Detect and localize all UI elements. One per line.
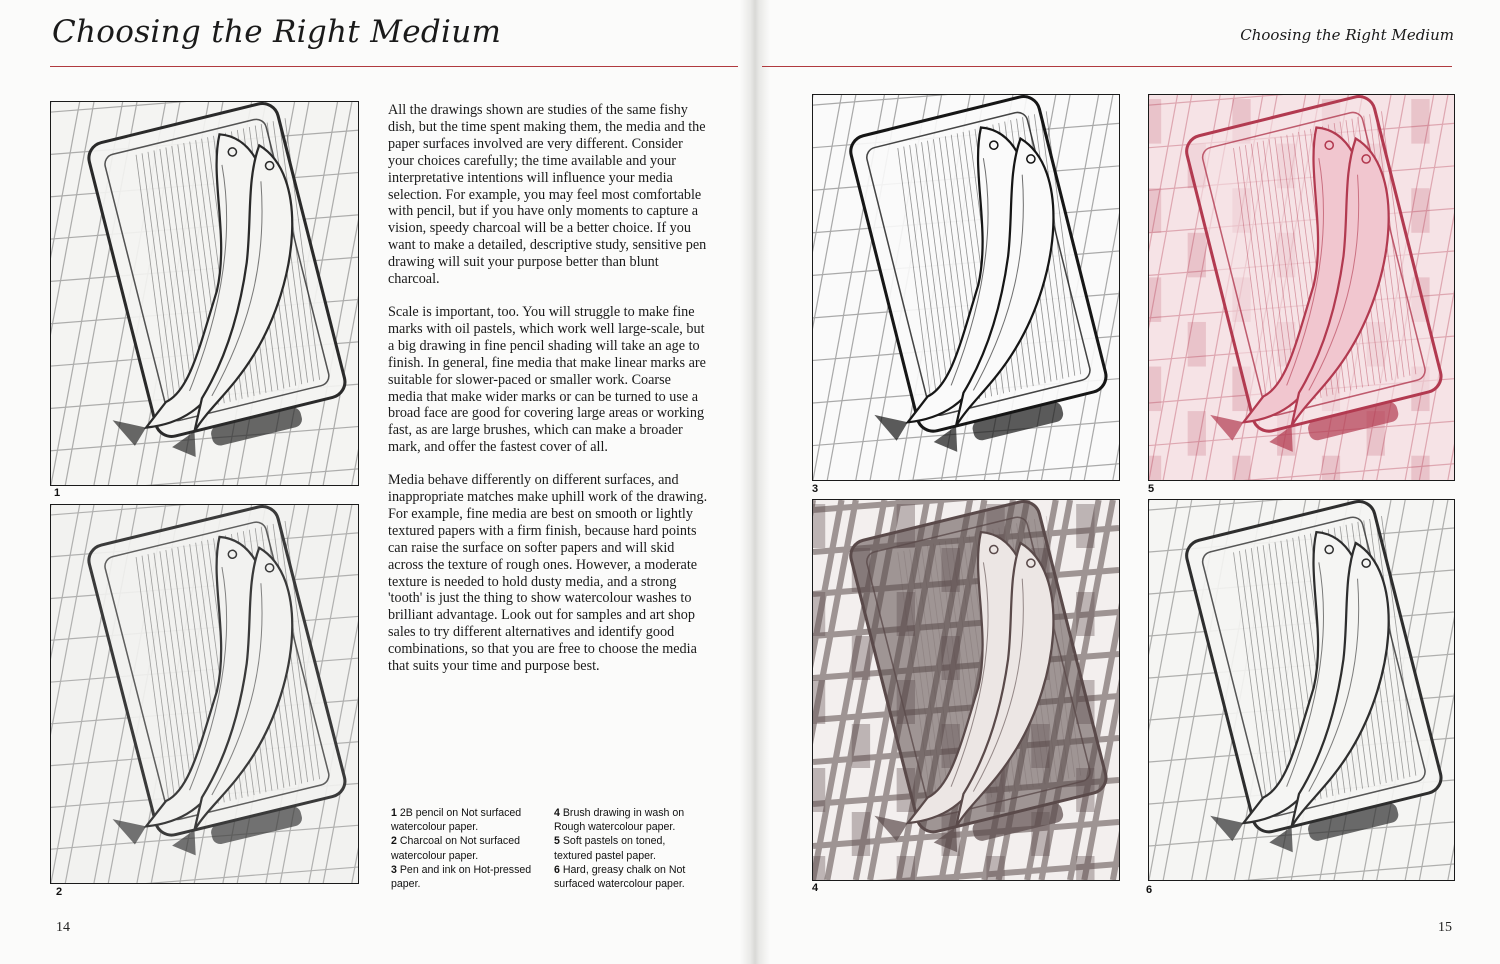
figure-6-number: 6 xyxy=(1146,884,1153,896)
caption-5 xyxy=(554,834,706,862)
fish-dish-illustration-1 xyxy=(51,102,358,485)
running-head-right: Choosing the Right Medium xyxy=(1240,26,1454,44)
header-rule-right xyxy=(762,66,1452,67)
fish-dish-illustration-2 xyxy=(51,505,358,883)
caption-4-number: 4 xyxy=(554,807,560,819)
caption-6-text: Hard, greasy chalk on Not surfaced watercolour paper. xyxy=(554,863,686,891)
caption-6 xyxy=(554,863,706,891)
caption-6-number: 6 xyxy=(554,863,560,876)
header-rule-left xyxy=(50,66,738,67)
body-paragraph-1: All the drawings shown are studies of the same fishy dish, but the time spent making them, the media and the paper surfaces involved are very different. Consider your choices carefully; the time available and your interpretative intentions will influence your media selection. For example, you may feel most comfortable with pencil, but if you have only moments to capture a vision, speedy charcoal will be a better choice. If you want to make a detailed, descriptive study, sensitive pen drawing will suit your purpose better than blunt charcoal. xyxy=(388,102,707,288)
figure-6-greasy-chalk-drawing xyxy=(1148,499,1455,881)
figure-4-brush-wash-drawing xyxy=(812,499,1120,881)
figure-2-number: 2 xyxy=(56,886,63,898)
caption-5-text: Soft pastels on toned, textured pastel paper. xyxy=(554,835,666,862)
figure-1-number: 1 xyxy=(54,487,61,499)
figure-2-charcoal-drawing xyxy=(50,504,359,884)
page-title-left: Choosing the Right Medium xyxy=(52,14,502,50)
caption-1-text: 2B pencil on Not surfaced watercolour paper. xyxy=(391,807,522,834)
fish-dish-illustration-4 xyxy=(813,500,1119,880)
book-gutter xyxy=(740,0,770,964)
page-number-right: 15 xyxy=(1438,920,1452,935)
fish-dish-illustration-6 xyxy=(1149,500,1454,880)
caption-1-number: 1 xyxy=(391,807,397,819)
caption-2-text: Charcoal on Not surfaced watercolour paper. xyxy=(391,835,520,862)
figure-1-pencil-drawing xyxy=(50,101,359,486)
body-paragraph-2: Scale is important, too. You will struggle to make fine marks with oil pastels, which work well large-scale, but a big drawing in fine pencil shading will take an age to finish. In general, fine media that make linear marks are suitable for slower-paced or smaller work. Coarse media that make wider marks or can be turned to use a broad face are good for covering large areas or working fast, as are large brushes, which can make a broader mark, and offer the fastest cover of all. xyxy=(388,303,706,456)
caption-1 xyxy=(391,806,541,834)
figure-5-soft-pastel-drawing xyxy=(1148,94,1455,481)
caption-4 xyxy=(554,806,706,834)
caption-3-text: Pen and ink on Hot-pressed paper. xyxy=(391,863,532,891)
fish-dish-illustration-3 xyxy=(813,95,1119,480)
body-paragraph-3: Media behave differently on different surfaces, and inappropriate matches make uphill work of the drawing. For example, fine media are best on smooth or lightly textured papers with a firm finish, because hard points can raise the surface on softer papers and will skid across the texture of rough ones. However, a moderate texture is needed to hold dusty media, and a strong 'tooth' is just the thing to show watercolour washes to brilliant advantage. Look out for samples and art shop sales to try different alternatives and identify good combinations, so that you are free to choose the media that suits your time and purpose best. xyxy=(388,472,708,675)
captions-column-2 xyxy=(554,806,706,891)
figure-5-number: 5 xyxy=(1148,483,1155,495)
figure-4-number: 4 xyxy=(812,882,819,894)
figure-3-number: 3 xyxy=(812,483,819,495)
caption-2 xyxy=(391,834,541,862)
caption-4-text: Brush drawing in wash on Rough watercolour paper. xyxy=(554,807,685,834)
page-number-left: 14 xyxy=(56,920,70,935)
caption-3 xyxy=(391,863,541,891)
caption-5-number: 5 xyxy=(554,835,560,848)
caption-2-number: 2 xyxy=(391,835,397,848)
body-text xyxy=(388,102,708,691)
fish-dish-illustration-5 xyxy=(1149,95,1454,480)
figure-3-pen-ink-drawing xyxy=(812,94,1120,481)
caption-3-number: 3 xyxy=(391,863,397,876)
captions-column-1 xyxy=(391,806,541,891)
